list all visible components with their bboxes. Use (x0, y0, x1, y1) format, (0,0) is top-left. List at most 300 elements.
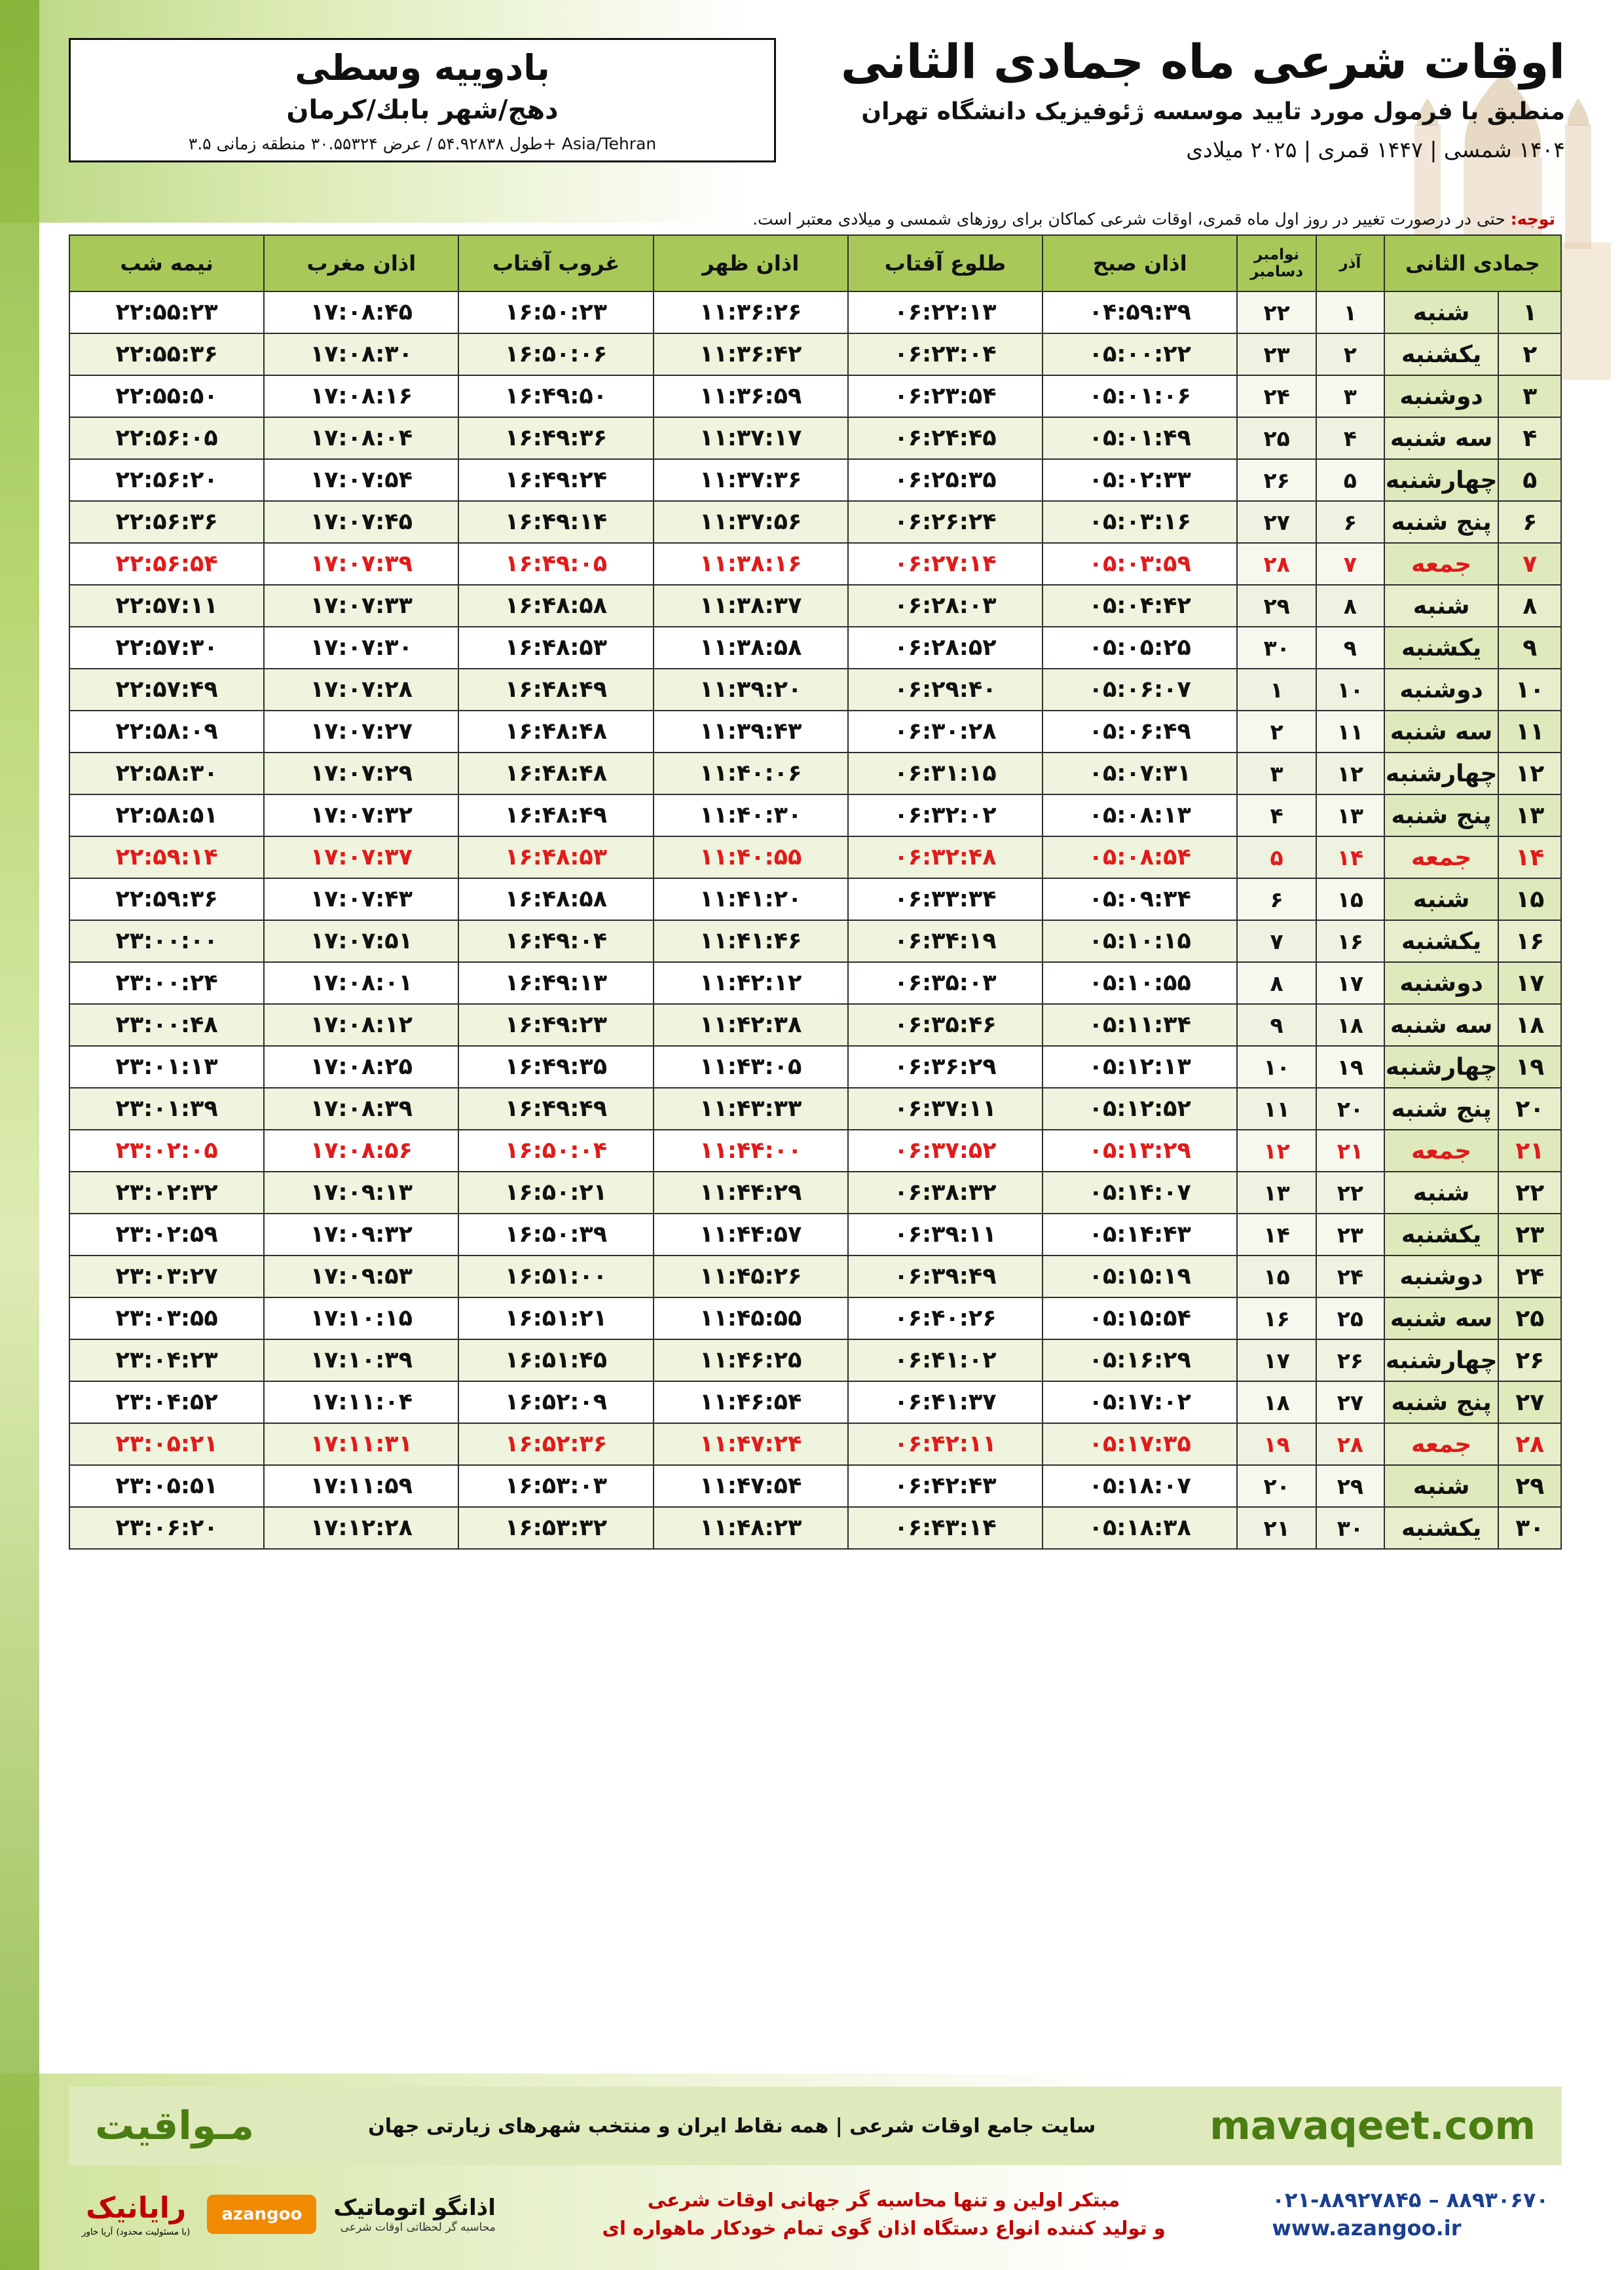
table-row (69, 543, 1561, 585)
cell-sunrise: ۰۶:۳۲:۰۲ (848, 794, 1043, 836)
cell-sunset: ۱۶:۵۲:۰۹ (458, 1381, 653, 1423)
footer-contact (1272, 2186, 1549, 2242)
cell-hijri-day-number: ۸ (1498, 585, 1561, 627)
cell-dhuhr: ۱۱:۴۰:۵۵ (654, 836, 848, 878)
cell-dhuhr: ۱۱:۳۹:۴۳ (654, 711, 848, 753)
cell-hijri-day-number: ۴ (1498, 417, 1561, 459)
cell-dhuhr: ۱۱:۴۷:۲۴ (654, 1423, 848, 1465)
cell-sunset: ۱۶:۵۰:۰۴ (458, 1130, 653, 1172)
table-header-row (69, 235, 1561, 291)
cell-sunrise: ۰۶:۳۸:۳۲ (848, 1172, 1043, 1214)
header-hijri-month: جمادی الثانی (1384, 235, 1561, 291)
cell-gregorian-day: ۶ (1237, 878, 1316, 920)
cell-fajr: ۰۵:۱۰:۵۵ (1043, 962, 1237, 1004)
cell-fajr: ۰۵:۱۲:۱۳ (1043, 1046, 1237, 1088)
cell-hijri-day-number: ۱۱ (1498, 711, 1561, 753)
cell-sunset: ۱۶:۴۸:۴۸ (458, 711, 653, 753)
cell-sunset: ۱۶:۴۸:۴۹ (458, 669, 653, 711)
cell-midnight: ۲۲:۵۵:۵۰ (69, 375, 264, 417)
cell-maghrib: ۱۷:۰۸:۳۹ (264, 1088, 458, 1130)
cell-solar-day: ۳ (1316, 375, 1384, 417)
cell-hijri-day-number: ۵ (1498, 459, 1561, 501)
cell-solar-day: ۷ (1316, 543, 1384, 585)
cell-weekday: جمعه (1384, 1130, 1499, 1172)
cell-fajr: ۰۵:۰۰:۲۲ (1043, 333, 1237, 375)
footer-brand-band (69, 2087, 1562, 2165)
note-text: حتی در درصورت تغییر در روز اول ماه قمری، اوقات شرعی کماکان برای روزهای شمسی و میلادی معتبر است. (752, 210, 1505, 229)
cell-fajr: ۰۵:۰۴:۴۲ (1043, 585, 1237, 627)
cell-midnight: ۲۲:۵۷:۱۱ (69, 585, 264, 627)
cell-solar-day: ۱۹ (1316, 1046, 1384, 1088)
cell-fajr: ۰۵:۰۹:۳۴ (1043, 878, 1237, 920)
cell-sunset: ۱۶:۴۸:۵۸ (458, 878, 653, 920)
cell-weekday: چهارشنبه (1384, 1339, 1499, 1381)
cell-maghrib: ۱۷:۰۷:۳۰ (264, 627, 458, 669)
cell-maghrib: ۱۷:۰۸:۵۶ (264, 1130, 458, 1172)
cell-weekday: یکشنبه (1384, 1214, 1499, 1256)
cell-solar-day: ۱۳ (1316, 794, 1384, 836)
table-row (69, 1507, 1561, 1549)
cell-maghrib: ۱۷:۰۷:۵۴ (264, 459, 458, 501)
table-row (69, 878, 1561, 920)
table-row (69, 1088, 1561, 1130)
cell-sunset: ۱۶:۴۹:۲۳ (458, 1004, 653, 1046)
page-subtitle: منطبق با فرمول مورد تایید موسسه ژئوفیزیک دانشگاه تهران (861, 98, 1565, 126)
cell-solar-day: ۱۶ (1316, 920, 1384, 962)
cell-hijri-day-number: ۲۳ (1498, 1214, 1561, 1256)
cell-dhuhr: ۱۱:۴۱:۲۰ (654, 878, 848, 920)
cell-hijri-day-number: ۱ (1498, 291, 1561, 333)
cell-midnight: ۲۲:۵۹:۱۴ (69, 836, 264, 878)
cell-weekday: جمعه (1384, 543, 1499, 585)
cell-sunset: ۱۶:۴۹:۲۴ (458, 459, 653, 501)
decorative-side-strip (0, 0, 39, 2270)
cell-maghrib: ۱۷:۰۹:۵۳ (264, 1256, 458, 1297)
cell-fajr: ۰۵:۰۲:۳۳ (1043, 459, 1237, 501)
cell-midnight: ۲۲:۵۸:۰۹ (69, 711, 264, 753)
cell-fajr: ۰۴:۵۹:۳۹ (1043, 291, 1237, 333)
cell-dhuhr: ۱۱:۳۹:۲۰ (654, 669, 848, 711)
cell-sunrise: ۰۶:۳۰:۲۸ (848, 711, 1043, 753)
cell-midnight: ۲۳:۰۵:۲۱ (69, 1423, 264, 1465)
cell-weekday: جمعه (1384, 1423, 1499, 1465)
cell-weekday: یکشنبه (1384, 920, 1499, 962)
cell-sunset: ۱۶:۴۹:۳۵ (458, 1046, 653, 1088)
cell-midnight: ۲۳:۰۳:۵۵ (69, 1297, 264, 1339)
cell-solar-day: ۵ (1316, 459, 1384, 501)
cell-hijri-day-number: ۲۹ (1498, 1465, 1561, 1507)
page-header (792, 36, 1565, 200)
cell-gregorian-day: ۲۸ (1237, 543, 1316, 585)
cell-maghrib: ۱۷:۰۷:۵۱ (264, 920, 458, 962)
cell-gregorian-day: ۱۸ (1237, 1381, 1316, 1423)
cell-gregorian-day: ۲۰ (1237, 1465, 1316, 1507)
cell-fajr: ۰۵:۰۶:۴۹ (1043, 711, 1237, 753)
cell-midnight: ۲۳:۰۳:۲۷ (69, 1256, 264, 1297)
cell-midnight: ۲۲:۵۷:۳۰ (69, 627, 264, 669)
cell-midnight: ۲۳:۰۰:۰۰ (69, 920, 264, 962)
cell-fajr: ۰۵:۰۳:۱۶ (1043, 501, 1237, 543)
cell-hijri-day-number: ۱۵ (1498, 878, 1561, 920)
cell-hijri-day-number: ۱۶ (1498, 920, 1561, 962)
header-midnight: نیمه شب (69, 235, 264, 291)
cell-hijri-day-number: ۳ (1498, 375, 1561, 417)
cell-dhuhr: ۱۱:۴۵:۵۵ (654, 1297, 848, 1339)
table-row (69, 501, 1561, 543)
azangoo-logo-icon (207, 2195, 316, 2235)
cell-dhuhr: ۱۱:۴۶:۵۴ (654, 1381, 848, 1423)
cell-gregorian-day: ۲۴ (1237, 375, 1316, 417)
table-row (69, 711, 1561, 753)
cell-fajr: ۰۵:۱۵:۱۹ (1043, 1256, 1237, 1297)
table-row (69, 836, 1561, 878)
cell-gregorian-day: ۱۳ (1237, 1172, 1316, 1214)
cell-midnight: ۲۲:۵۷:۴۹ (69, 669, 264, 711)
cell-sunset: ۱۶:۵۰:۰۶ (458, 333, 653, 375)
cell-weekday: شنبه (1384, 1465, 1499, 1507)
cell-maghrib: ۱۷:۰۹:۳۲ (264, 1214, 458, 1256)
cell-sunrise: ۰۶:۲۸:۰۳ (848, 585, 1043, 627)
cell-gregorian-day: ۱۲ (1237, 1130, 1316, 1172)
cell-sunset: ۱۶:۵۰:۲۳ (458, 291, 653, 333)
cell-solar-day: ۲۱ (1316, 1130, 1384, 1172)
cell-weekday: یکشنبه (1384, 627, 1499, 669)
cell-dhuhr: ۱۱:۴۲:۳۸ (654, 1004, 848, 1046)
cell-maghrib: ۱۷:۱۱:۵۹ (264, 1465, 458, 1507)
cell-maghrib: ۱۷:۱۰:۱۵ (264, 1297, 458, 1339)
cell-sunrise: ۰۶:۴۰:۲۶ (848, 1297, 1043, 1339)
cell-sunset: ۱۶:۵۰:۳۹ (458, 1214, 653, 1256)
cell-weekday: چهارشنبه (1384, 459, 1499, 501)
footer-website[interactable]: www.azangoo.ir (1272, 2216, 1462, 2241)
cell-gregorian-day: ۲ (1237, 711, 1316, 753)
cell-maghrib: ۱۷:۰۷:۴۳ (264, 878, 458, 920)
table-row (69, 585, 1561, 627)
cell-solar-day: ۸ (1316, 585, 1384, 627)
cell-solar-day: ۲۶ (1316, 1339, 1384, 1381)
cell-sunset: ۱۶:۵۳:۰۳ (458, 1465, 653, 1507)
azangoo-text-logo (333, 2195, 495, 2234)
cell-midnight: ۲۳:۰۲:۵۹ (69, 1214, 264, 1256)
cell-sunrise: ۰۶:۲۴:۴۵ (848, 417, 1043, 459)
cell-weekday: پنج شنبه (1384, 501, 1499, 543)
cell-midnight: ۲۲:۵۸:۵۱ (69, 794, 264, 836)
cell-gregorian-day: ۲۲ (1237, 291, 1316, 333)
cell-weekday: پنج شنبه (1384, 1381, 1499, 1423)
cell-sunset: ۱۶:۵۱:۰۰ (458, 1256, 653, 1297)
cell-hijri-day-number: ۱۹ (1498, 1046, 1561, 1088)
table-row (69, 920, 1561, 962)
cell-weekday: سه شنبه (1384, 1004, 1499, 1046)
cell-weekday: یکشنبه (1384, 1507, 1499, 1549)
cell-weekday: پنج شنبه (1384, 794, 1499, 836)
cell-weekday: پنج شنبه (1384, 1088, 1499, 1130)
cell-solar-day: ۲۳ (1316, 1214, 1384, 1256)
cell-solar-day: ۱۱ (1316, 711, 1384, 753)
cell-midnight: ۲۲:۵۵:۲۳ (69, 291, 264, 333)
header-maghrib: اذان مغرب (264, 235, 458, 291)
cell-sunset: ۱۶:۵۰:۲۱ (458, 1172, 653, 1214)
cell-sunrise: ۰۶:۳۵:۰۳ (848, 962, 1043, 1004)
cell-sunset: ۱۶:۴۹:۵۰ (458, 375, 653, 417)
cell-gregorian-day: ۱ (1237, 669, 1316, 711)
cell-sunrise: ۰۶:۳۶:۲۹ (848, 1046, 1043, 1088)
cell-midnight: ۲۲:۵۶:۲۰ (69, 459, 264, 501)
cell-dhuhr: ۱۱:۴۱:۴۶ (654, 920, 848, 962)
cell-solar-day: ۱۸ (1316, 1004, 1384, 1046)
cell-midnight: ۲۲:۵۹:۳۶ (69, 878, 264, 920)
cell-dhuhr: ۱۱:۳۶:۵۹ (654, 375, 848, 417)
cell-dhuhr: ۱۱:۴۶:۲۵ (654, 1339, 848, 1381)
cell-solar-day: ۱۴ (1316, 836, 1384, 878)
table-row (69, 1465, 1561, 1507)
cell-solar-day: ۲۲ (1316, 1172, 1384, 1214)
cell-midnight: ۲۳:۰۱:۳۹ (69, 1088, 264, 1130)
cell-sunrise: ۰۶:۲۵:۳۵ (848, 459, 1043, 501)
cell-maghrib: ۱۷:۰۸:۴۵ (264, 291, 458, 333)
page-title: اوقات شرعی ماه جمادی الثانی (840, 34, 1565, 89)
cell-weekday: دوشنبه (1384, 962, 1499, 1004)
cell-weekday: شنبه (1384, 585, 1499, 627)
cell-dhuhr: ۱۱:۴۳:۰۵ (654, 1046, 848, 1088)
cell-dhuhr: ۱۱:۴۵:۲۶ (654, 1256, 848, 1297)
cell-dhuhr: ۱۱:۳۸:۱۶ (654, 543, 848, 585)
cell-solar-day: ۲۴ (1316, 1256, 1384, 1297)
cell-weekday: یکشنبه (1384, 333, 1499, 375)
azangoo-title: اذانگو اتوماتیک (333, 2195, 496, 2221)
cell-sunset: ۱۶:۴۸:۵۳ (458, 836, 653, 878)
cell-weekday: شنبه (1384, 1172, 1499, 1214)
cell-gregorian-day: ۲۶ (1237, 459, 1316, 501)
cell-solar-day: ۱۵ (1316, 878, 1384, 920)
cell-hijri-day-number: ۲۸ (1498, 1423, 1561, 1465)
cell-gregorian-day: ۸ (1237, 962, 1316, 1004)
cell-sunrise: ۰۶:۲۶:۲۴ (848, 501, 1043, 543)
table-row (69, 375, 1561, 417)
cell-fajr: ۰۵:۱۸:۳۸ (1043, 1507, 1237, 1549)
cell-fajr: ۰۵:۰۵:۲۵ (1043, 627, 1237, 669)
cell-midnight: ۲۲:۵۶:۰۵ (69, 417, 264, 459)
cell-fajr: ۰۵:۱۵:۵۴ (1043, 1297, 1237, 1339)
header-solar-month: آذر (1316, 235, 1384, 291)
azangoo-logo-label: azangoo (221, 2204, 303, 2224)
header-fajr: اذان صبح (1043, 235, 1237, 291)
table-row (69, 1004, 1561, 1046)
cell-hijri-day-number: ۲۱ (1498, 1130, 1561, 1172)
cell-hijri-day-number: ۲۷ (1498, 1381, 1561, 1423)
cell-gregorian-day: ۴ (1237, 794, 1316, 836)
cell-sunrise: ۰۶:۳۴:۱۹ (848, 920, 1043, 962)
table-row (69, 962, 1561, 1004)
cell-weekday: سه شنبه (1384, 417, 1499, 459)
rayanik-name: رایانیک (86, 2191, 187, 2225)
cell-gregorian-day: ۱۷ (1237, 1339, 1316, 1381)
cell-dhuhr: ۱۱:۴۲:۱۲ (654, 962, 848, 1004)
cell-hijri-day-number: ۱۴ (1498, 836, 1561, 878)
cell-hijri-day-number: ۶ (1498, 501, 1561, 543)
cell-sunrise: ۰۶:۳۲:۴۸ (848, 836, 1043, 878)
table-row (69, 1214, 1561, 1256)
cell-dhuhr: ۱۱:۳۸:۳۷ (654, 585, 848, 627)
cell-sunrise: ۰۶:۳۷:۱۱ (848, 1088, 1043, 1130)
cell-sunset: ۱۶:۴۹:۰۴ (458, 920, 653, 962)
cell-sunrise: ۰۶:۴۳:۱۴ (848, 1507, 1043, 1549)
cell-gregorian-day: ۵ (1237, 836, 1316, 878)
cell-sunset: ۱۶:۴۸:۵۸ (458, 585, 653, 627)
cell-maghrib: ۱۷:۰۸:۳۰ (264, 333, 458, 375)
cell-sunset: ۱۶:۴۸:۴۹ (458, 794, 653, 836)
cell-sunset: ۱۶:۵۱:۲۱ (458, 1297, 653, 1339)
cell-maghrib: ۱۷:۰۸:۱۶ (264, 375, 458, 417)
cell-solar-day: ۱ (1316, 291, 1384, 333)
cell-sunrise: ۰۶:۲۳:۵۴ (848, 375, 1043, 417)
footer-description (602, 2186, 1165, 2243)
cell-sunrise: ۰۶:۲۳:۰۴ (848, 333, 1043, 375)
cell-gregorian-day: ۳۰ (1237, 627, 1316, 669)
cell-midnight: ۲۳:۰۲:۳۲ (69, 1172, 264, 1214)
footer-description-line1: مبتکر اولین و تنها محاسبه گر جهانی اوقات شرعی (647, 2188, 1120, 2211)
cell-solar-day: ۲۷ (1316, 1381, 1384, 1423)
cell-sunrise: ۰۶:۲۸:۵۲ (848, 627, 1043, 669)
table-row (69, 1297, 1561, 1339)
table-row (69, 1172, 1561, 1214)
cell-hijri-day-number: ۲۴ (1498, 1256, 1561, 1297)
cell-weekday: شنبه (1384, 878, 1499, 920)
footer-site-url[interactable]: mavaqeet.com (1209, 2103, 1536, 2149)
cell-maghrib: ۱۷:۱۰:۳۹ (264, 1339, 458, 1381)
cell-midnight: ۲۳:۰۰:۲۴ (69, 962, 264, 1004)
table-row (69, 1381, 1561, 1423)
cell-solar-day: ۱۰ (1316, 669, 1384, 711)
table-row (69, 417, 1561, 459)
location-name: بادوییه وسطی (295, 47, 550, 88)
cell-weekday: چهارشنبه (1384, 1046, 1499, 1088)
header-sunset: غروب آفتاب (458, 235, 653, 291)
header-sunrise: طلوع آفتاب (848, 235, 1043, 291)
cell-fajr: ۰۵:۱۰:۱۵ (1043, 920, 1237, 962)
cell-sunrise: ۰۶:۳۳:۳۴ (848, 878, 1043, 920)
cell-midnight: ۲۳:۰۴:۵۲ (69, 1381, 264, 1423)
location-coordinates: طول ۵۴.۹۲۸۳۸ / عرض ۳۰.۵۵۳۲۴ منطقه زمانی ۳.۵+ Asia/Tehran (188, 134, 657, 153)
cell-dhuhr: ۱۱:۴۷:۵۴ (654, 1465, 848, 1507)
cell-maghrib: ۱۷:۰۷:۳۲ (264, 794, 458, 836)
cell-fajr: ۰۵:۰۸:۱۳ (1043, 794, 1237, 836)
table-row (69, 291, 1561, 333)
cell-solar-day: ۳۰ (1316, 1507, 1384, 1549)
cell-sunset: ۱۶:۴۸:۵۳ (458, 627, 653, 669)
table-row (69, 1423, 1561, 1465)
cell-fajr: ۰۵:۰۱:۰۶ (1043, 375, 1237, 417)
cell-maghrib: ۱۷:۰۷:۳۷ (264, 836, 458, 878)
cell-gregorian-day: ۲۷ (1237, 501, 1316, 543)
cell-solar-day: ۲۸ (1316, 1423, 1384, 1465)
rayanik-logo (82, 2191, 190, 2237)
cell-midnight: ۲۲:۵۶:۳۶ (69, 501, 264, 543)
cell-dhuhr: ۱۱:۳۷:۳۶ (654, 459, 848, 501)
footer-brand-name: مـواقیت (95, 2103, 255, 2149)
cell-dhuhr: ۱۱:۳۸:۵۸ (654, 627, 848, 669)
cell-sunset: ۱۶:۴۹:۴۹ (458, 1088, 653, 1130)
cell-weekday: شنبه (1384, 291, 1499, 333)
cell-sunrise: ۰۶:۴۲:۱۱ (848, 1423, 1043, 1465)
cell-hijri-day-number: ۲۶ (1498, 1339, 1561, 1381)
table-row (69, 333, 1561, 375)
cell-weekday: دوشنبه (1384, 669, 1499, 711)
cell-maghrib: ۱۷:۰۷:۲۷ (264, 711, 458, 753)
cell-sunset: ۱۶:۵۳:۳۲ (458, 1507, 653, 1549)
cell-fajr: ۰۵:۰۶:۰۷ (1043, 669, 1237, 711)
cell-weekday: سه شنبه (1384, 1297, 1499, 1339)
cell-sunset: ۱۶:۴۹:۰۵ (458, 543, 653, 585)
cell-sunrise: ۰۶:۳۷:۵۲ (848, 1130, 1043, 1172)
cell-gregorian-day: ۱۹ (1237, 1423, 1316, 1465)
cell-sunrise: ۰۶:۴۲:۴۳ (848, 1465, 1043, 1507)
cell-sunrise: ۰۶:۴۱:۳۷ (848, 1381, 1043, 1423)
cell-dhuhr: ۱۱:۴۰:۰۶ (654, 753, 848, 794)
rayanik-sub2: آریا خاور (82, 2227, 113, 2237)
cell-sunrise: ۰۶:۲۷:۱۴ (848, 543, 1043, 585)
cell-solar-day: ۴ (1316, 417, 1384, 459)
cell-maghrib: ۱۷:۰۷:۴۵ (264, 501, 458, 543)
cell-dhuhr: ۱۱:۴۸:۲۳ (654, 1507, 848, 1549)
cell-dhuhr: ۱۱:۴۰:۳۰ (654, 794, 848, 836)
cell-sunrise: ۰۶:۲۹:۴۰ (848, 669, 1043, 711)
cell-sunset: ۱۶:۴۹:۱۴ (458, 501, 653, 543)
cell-midnight: ۲۳:۰۶:۲۰ (69, 1507, 264, 1549)
cell-gregorian-day: ۱۰ (1237, 1046, 1316, 1088)
cell-sunrise: ۰۶:۳۹:۴۹ (848, 1256, 1043, 1297)
cell-gregorian-day: ۲۵ (1237, 417, 1316, 459)
cell-sunset: ۱۶:۴۹:۳۶ (458, 417, 653, 459)
page-footer (0, 2074, 1624, 2270)
cell-hijri-day-number: ۱۰ (1498, 669, 1561, 711)
cell-solar-day: ۲۵ (1316, 1297, 1384, 1339)
cell-weekday: دوشنبه (1384, 1256, 1499, 1297)
prayer-times-table-wrap (69, 234, 1562, 1550)
header-gregorian-month: نوامبر دسامبر (1237, 235, 1316, 291)
cell-fajr: ۰۵:۱۳:۲۹ (1043, 1130, 1237, 1172)
cell-sunrise: ۰۶:۴۱:۰۲ (848, 1339, 1043, 1381)
cell-gregorian-day: ۷ (1237, 920, 1316, 962)
cell-midnight: ۲۲:۵۶:۵۴ (69, 543, 264, 585)
cell-solar-day: ۶ (1316, 501, 1384, 543)
cell-fajr: ۰۵:۱۱:۳۴ (1043, 1004, 1237, 1046)
cell-maghrib: ۱۷:۰۷:۳۹ (264, 543, 458, 585)
cell-gregorian-day: ۱۶ (1237, 1297, 1316, 1339)
table-row (69, 459, 1561, 501)
cell-fajr: ۰۵:۱۴:۰۷ (1043, 1172, 1237, 1214)
footer-description-line2: و تولید کننده انواع دستگاه اذان گوی تمام خودکار ماهواره ای (602, 2217, 1166, 2239)
cell-midnight: ۲۳:۰۱:۱۳ (69, 1046, 264, 1088)
cell-maghrib: ۱۷:۰۷:۲۹ (264, 753, 458, 794)
cell-dhuhr: ۱۱:۴۴:۵۷ (654, 1214, 848, 1256)
table-row (69, 669, 1561, 711)
cell-midnight: ۲۲:۵۵:۳۶ (69, 333, 264, 375)
cell-solar-day: ۱۷ (1316, 962, 1384, 1004)
table-row (69, 627, 1561, 669)
prayer-times-table (69, 234, 1562, 1550)
cell-weekday: چهارشنبه (1384, 753, 1499, 794)
cell-sunrise: ۰۶:۳۹:۱۱ (848, 1214, 1043, 1256)
cell-hijri-day-number: ۱۳ (1498, 794, 1561, 836)
table-row (69, 1339, 1561, 1381)
cell-sunrise: ۰۶:۲۲:۱۳ (848, 291, 1043, 333)
header-dhuhr: اذان ظهر (654, 235, 848, 291)
cell-midnight: ۲۳:۰۲:۰۵ (69, 1130, 264, 1172)
cell-maghrib: ۱۷:۰۸:۱۲ (264, 1004, 458, 1046)
cell-solar-day: ۹ (1316, 627, 1384, 669)
cell-sunset: ۱۶:۵۲:۳۶ (458, 1423, 653, 1465)
